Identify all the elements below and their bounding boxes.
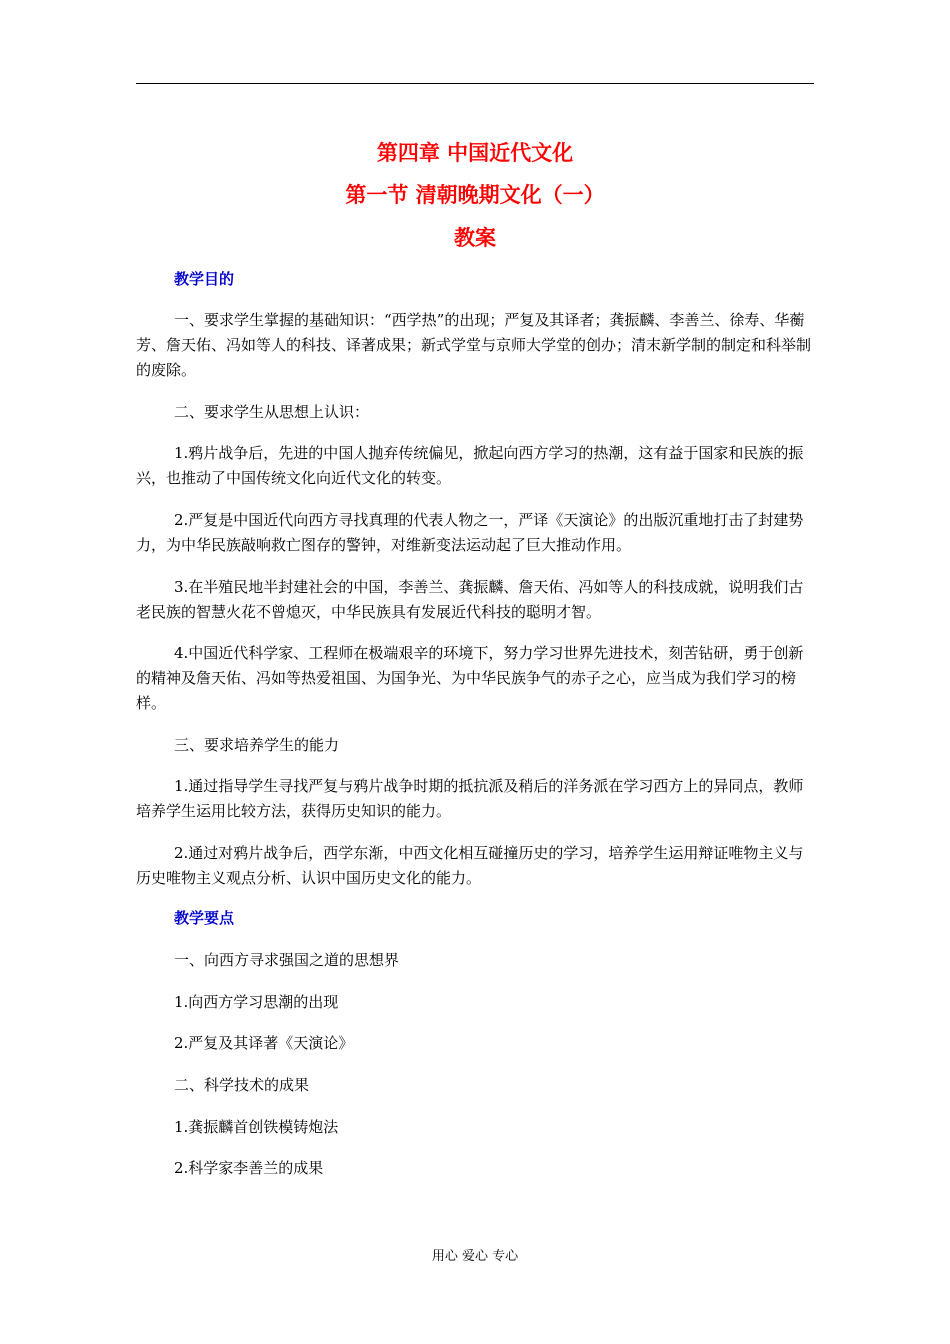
objective-paragraph-2: 二、要求学生从思想上认识： <box>174 403 370 421</box>
section-title: 第一节 清朝晚期文化（一） <box>345 183 605 207</box>
doc-type-title: 教案 <box>454 226 496 250</box>
key-point-4: 二、科学技术的成果 <box>174 1076 310 1094</box>
objective-paragraph-3: 1.鸦片战争后，先进的中国人抛弃传统偏见，掀起向西方学习的热潮，这有益于国家和民族的振兴，也推动了中国传统文化向近代文化的转变。 <box>136 444 804 487</box>
key-points-heading: 教学要点 <box>174 909 235 927</box>
chapter-title: 第四章 中国近代文化 <box>376 141 574 165</box>
objective-paragraph-9: 2.通过对鸦片战争后，西学东渐，中西文化相互碰撞历史的学习，培养学生运用辩证唯物主义与历史唯物主义观点分析、认识中国历史文化的能力。 <box>136 844 804 887</box>
objective-paragraph-8: 1.通过指导学生寻找严复与鸦片战争时期的抵抗派及稍后的洋务派在学习西方上的异同点，教师培养学生运用比较方法，获得历史知识的能力。 <box>136 777 804 820</box>
key-point-3: 2.严复及其译著《天演论》 <box>174 1034 354 1052</box>
objective-paragraph-7: 三、要求培养学生的能力 <box>174 736 340 754</box>
objective-paragraph-1: 一、要求学生掌握的基础知识：“西学热”的出现；严复及其译者；龚振麟、李善兰、徐寿、华蘅芳、詹天佑、冯如等人的科技、译著成果；新式学堂与京师大学堂的创办；清末新学制的制定和科举制的废除。 <box>136 311 812 379</box>
objective-paragraph-6: 4.中国近代科学家、工程师在极端艰辛的环境下，努力学习世界先进技术，刻苦钻研，勇于创新的精神及詹天佑、冯如等热爱祖国、为国争光、为中华民族争气的赤子之心，应当成为我们学习的榜样。 <box>136 644 804 712</box>
objectives-heading: 教学目的 <box>174 270 235 288</box>
objective-paragraph-5: 3.在半殖民地半封建社会的中国，李善兰、龚振麟、詹天佑、冯如等人的科技成就，说明我们古老民族的智慧火花不曾熄灭，中华民族具有发展近代科技的聪明才智。 <box>136 578 804 621</box>
page-footer: 用心 爱心 专心 <box>431 1249 519 1264</box>
key-point-6: 2.科学家李善兰的成果 <box>174 1159 324 1177</box>
header-rule <box>136 83 814 84</box>
key-point-5: 1.龚振麟首创铁模铸炮法 <box>174 1118 339 1136</box>
key-point-2: 1.向西方学习思潮的出现 <box>174 993 339 1011</box>
objective-paragraph-4: 2.严复是中国近代向西方寻找真理的代表人物之一，严译《天演论》的出版沉重地打击了封建势力，为中华民族敲响救亡图存的警钟，对维新变法运动起了巨大推动作用。 <box>136 511 804 554</box>
key-point-1: 一、向西方寻求强国之道的思想界 <box>174 951 400 969</box>
